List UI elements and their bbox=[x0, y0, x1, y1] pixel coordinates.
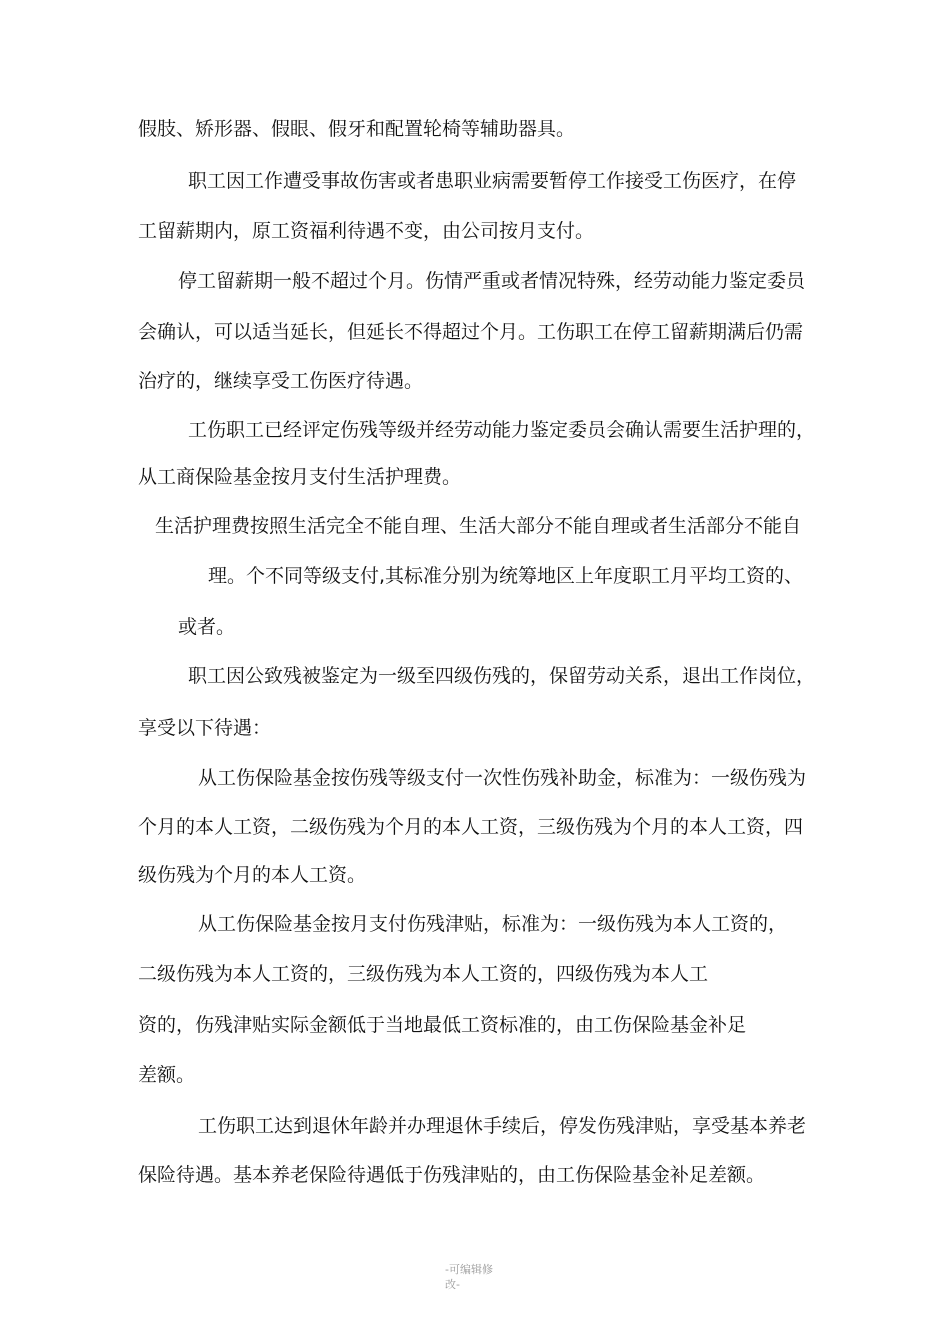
text-line: 差额。 bbox=[138, 1064, 196, 1086]
text-line: 理。个不同等级支付,其标准分别为统筹地区上年度职工月平均工资的、 bbox=[208, 565, 804, 587]
text-line: 享受以下待遇： bbox=[138, 717, 272, 739]
text-line: 工留薪期内，原工资福利待遇不变，由公司按月支付。 bbox=[138, 220, 595, 242]
text-line: 停工留薪期一般不超过个月。伤情严重或者情况特殊，经劳动能力鉴定委员 bbox=[178, 270, 806, 292]
text-line: 级伤残为个月的本人工资。 bbox=[138, 864, 367, 886]
text-line: 工伤职工达到退休年龄并办理退休手续后，停发伤残津贴，享受基本养老 bbox=[198, 1115, 807, 1137]
page-footer: -可编辑修改- bbox=[445, 1263, 493, 1291]
text-line: 生活护理费按照生活完全不能自理、生活大部分不能自理或者生活部分不能自 bbox=[155, 515, 802, 537]
text-line: 职工因公致残被鉴定为一级至四级伤残的，保留劳动关系，退出工作岗位， bbox=[188, 665, 816, 687]
text-line: 假肢、矫形器、假眼、假牙和配置轮椅等辅助器具。 bbox=[138, 118, 576, 140]
text-line: 资的，伤残津贴实际金额低于当地最低工资标准的，由工伤保险基金补足 bbox=[138, 1014, 747, 1036]
text-line: 保险待遇。基本养老保险待遇低于伤残津贴的，由工伤保险基金补足差额。 bbox=[138, 1164, 766, 1186]
text-line: 从工伤保险基金按伤残等级支付一次性伤残补助金，标准为：一级伤残为 bbox=[198, 767, 807, 789]
text-line: 从工伤保险基金按月支付伤残津贴，标准为：一级伤残为本人工资的， bbox=[198, 913, 788, 935]
text-line: 职工因工作遭受事故伤害或者患职业病需要暂停工作接受工伤医疗，在停 bbox=[188, 170, 797, 192]
text-line: 二级伤残为本人工资的，三级伤残为本人工资的，四级伤残为本人工 bbox=[138, 963, 709, 985]
text-line: 从工商保险基金按月支付生活护理费。 bbox=[138, 466, 462, 488]
text-line: 会确认，可以适当延长，但延长不得超过个月。工伤职工在停工留薪期满后仍需 bbox=[138, 321, 804, 343]
text-line: 或者。 bbox=[178, 616, 236, 638]
text-line: 个月的本人工资，二级伤残为个月的本人工资，三级伤残为个月的本人工资，四 bbox=[138, 816, 804, 838]
text-line: 治疗的，继续享受工伤医疗待遇。 bbox=[138, 370, 424, 392]
text-line: 工伤职工已经评定伤残等级并经劳动能力鉴定委员会确认需要生活护理的， bbox=[188, 419, 816, 441]
